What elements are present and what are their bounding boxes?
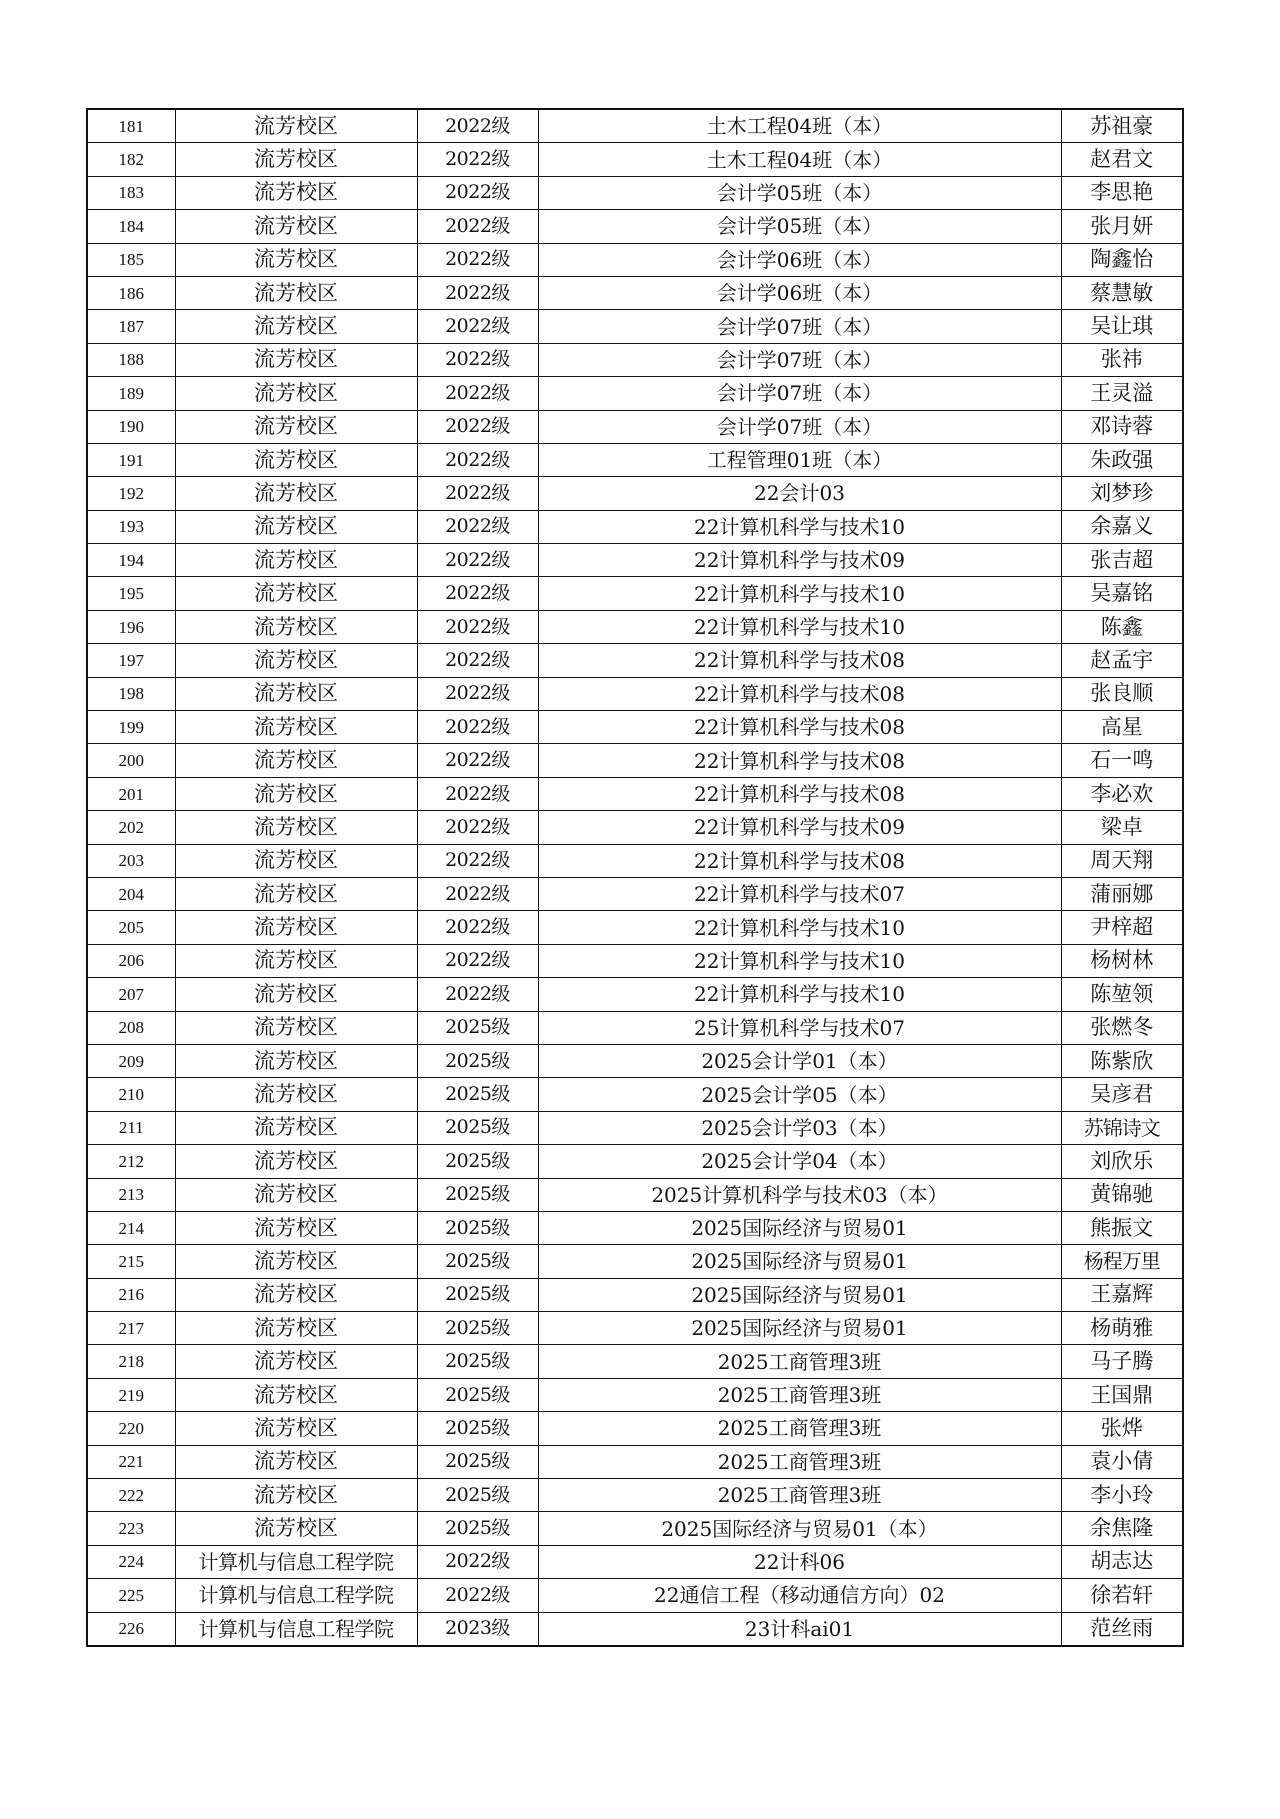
- grade-cell: 2022级: [417, 911, 538, 944]
- student-name-cell: 徐若轩: [1061, 1579, 1183, 1612]
- class-cell: 22通信工程（移动通信方向）02: [538, 1579, 1061, 1612]
- table-row: [87, 1512, 1183, 1545]
- class-cell: 2025工商管理3班: [538, 1445, 1061, 1478]
- roster-table-body: [87, 109, 1183, 1646]
- table-row: [87, 577, 1183, 610]
- table-row: [87, 410, 1183, 443]
- unit-cell: 流芳校区: [175, 1278, 417, 1311]
- row-number-cell: 213: [87, 1178, 175, 1211]
- grade-cell: 2022级: [417, 276, 538, 309]
- student-name-cell: 梁卓: [1061, 811, 1183, 844]
- table-row: [87, 377, 1183, 410]
- row-number-cell: 184: [87, 210, 175, 243]
- grade-cell: 2025级: [417, 1412, 538, 1445]
- row-number-cell: 201: [87, 777, 175, 810]
- unit-cell: 流芳校区: [175, 243, 417, 276]
- table-row: [87, 343, 1183, 376]
- class-cell: 25计算机科学与技术07: [538, 1011, 1061, 1044]
- unit-cell: 流芳校区: [175, 544, 417, 577]
- class-cell: 22计算机科学与技术10: [538, 510, 1061, 543]
- unit-cell: 流芳校区: [175, 1111, 417, 1144]
- unit-cell: 流芳校区: [175, 210, 417, 243]
- student-name-cell: 吴让琪: [1061, 310, 1183, 343]
- student-name-cell: 蒲丽娜: [1061, 877, 1183, 910]
- row-number-cell: 207: [87, 978, 175, 1011]
- grade-cell: 2025级: [417, 1044, 538, 1077]
- table-row: [87, 644, 1183, 677]
- unit-cell: 流芳校区: [175, 1245, 417, 1278]
- student-name-cell: 苏祖豪: [1061, 109, 1183, 143]
- class-cell: 22计算机科学与技术10: [538, 577, 1061, 610]
- grade-cell: 2022级: [417, 1579, 538, 1612]
- table-row: [87, 276, 1183, 309]
- table-row: [87, 1479, 1183, 1512]
- row-number-cell: 189: [87, 377, 175, 410]
- grade-cell: 2022级: [417, 944, 538, 977]
- student-name-cell: 张吉超: [1061, 544, 1183, 577]
- unit-cell: 计算机与信息工程学院: [175, 1545, 417, 1578]
- grade-cell: 2022级: [417, 510, 538, 543]
- table-row: [87, 510, 1183, 543]
- class-cell: 2025国际经济与贸易01: [538, 1211, 1061, 1244]
- grade-cell: 2025级: [417, 1211, 538, 1244]
- unit-cell: 流芳校区: [175, 477, 417, 510]
- table-row: [87, 677, 1183, 710]
- student-name-cell: 陶鑫怡: [1061, 243, 1183, 276]
- student-name-cell: 杨萌雅: [1061, 1312, 1183, 1345]
- table-row: [87, 1445, 1183, 1478]
- unit-cell: 流芳校区: [175, 410, 417, 443]
- student-name-cell: 杨程万里: [1061, 1245, 1183, 1278]
- grade-cell: 2025级: [417, 1512, 538, 1545]
- class-cell: 23计科ai01: [538, 1612, 1061, 1646]
- row-number-cell: 224: [87, 1545, 175, 1578]
- class-cell: 会计学06班（本）: [538, 243, 1061, 276]
- unit-cell: 流芳校区: [175, 978, 417, 1011]
- grade-cell: 2022级: [417, 677, 538, 710]
- table-row: [87, 811, 1183, 844]
- student-name-cell: 邓诗蓉: [1061, 410, 1183, 443]
- row-number-cell: 208: [87, 1011, 175, 1044]
- student-name-cell: 熊振文: [1061, 1211, 1183, 1244]
- unit-cell: 流芳校区: [175, 1011, 417, 1044]
- unit-cell: 流芳校区: [175, 310, 417, 343]
- class-cell: 22会计03: [538, 477, 1061, 510]
- table-row: [87, 143, 1183, 176]
- row-number-cell: 222: [87, 1479, 175, 1512]
- student-name-cell: 陈堃领: [1061, 978, 1183, 1011]
- table-row: [87, 777, 1183, 810]
- row-number-cell: 197: [87, 644, 175, 677]
- table-row: [87, 744, 1183, 777]
- student-name-cell: 吴彦君: [1061, 1078, 1183, 1111]
- unit-cell: 流芳校区: [175, 143, 417, 176]
- grade-cell: 2022级: [417, 610, 538, 643]
- row-number-cell: 188: [87, 343, 175, 376]
- row-number-cell: 206: [87, 944, 175, 977]
- row-number-cell: 186: [87, 276, 175, 309]
- row-number-cell: 203: [87, 844, 175, 877]
- unit-cell: 流芳校区: [175, 1479, 417, 1512]
- grade-cell: 2025级: [417, 1078, 538, 1111]
- unit-cell: 流芳校区: [175, 1312, 417, 1345]
- grade-cell: 2025级: [417, 1445, 538, 1478]
- unit-cell: 流芳校区: [175, 1412, 417, 1445]
- table-row: [87, 310, 1183, 343]
- class-cell: 22计算机科学与技术10: [538, 944, 1061, 977]
- grade-cell: 2025级: [417, 1245, 538, 1278]
- grade-cell: 2022级: [417, 210, 538, 243]
- table-row: [87, 1145, 1183, 1178]
- class-cell: 土木工程04班（本）: [538, 143, 1061, 176]
- row-number-cell: 183: [87, 176, 175, 209]
- row-number-cell: 185: [87, 243, 175, 276]
- row-number-cell: 190: [87, 410, 175, 443]
- unit-cell: 流芳校区: [175, 811, 417, 844]
- table-row: [87, 243, 1183, 276]
- grade-cell: 2022级: [417, 978, 538, 1011]
- student-name-cell: 王灵溢: [1061, 377, 1183, 410]
- row-number-cell: 187: [87, 310, 175, 343]
- table-row: [87, 1545, 1183, 1578]
- student-name-cell: 张月妍: [1061, 210, 1183, 243]
- row-number-cell: 210: [87, 1078, 175, 1111]
- grade-cell: 2022级: [417, 1545, 538, 1578]
- row-number-cell: 192: [87, 477, 175, 510]
- unit-cell: 流芳校区: [175, 677, 417, 710]
- unit-cell: 流芳校区: [175, 844, 417, 877]
- unit-cell: 流芳校区: [175, 1078, 417, 1111]
- class-cell: 会计学05班（本）: [538, 210, 1061, 243]
- grade-cell: 2025级: [417, 1278, 538, 1311]
- class-cell: 2025工商管理3班: [538, 1345, 1061, 1378]
- grade-cell: 2022级: [417, 544, 538, 577]
- student-name-cell: 杨树林: [1061, 944, 1183, 977]
- student-name-cell: 苏锦诗文: [1061, 1111, 1183, 1144]
- grade-cell: 2022级: [417, 777, 538, 810]
- class-cell: 22计算机科学与技术08: [538, 744, 1061, 777]
- student-name-cell: 张燃冬: [1061, 1011, 1183, 1044]
- student-name-cell: 李小玲: [1061, 1479, 1183, 1512]
- grade-cell: 2025级: [417, 1345, 538, 1378]
- grade-cell: 2022级: [417, 243, 538, 276]
- table-row: [87, 610, 1183, 643]
- student-name-cell: 周天翔: [1061, 844, 1183, 877]
- unit-cell: 流芳校区: [175, 744, 417, 777]
- row-number-cell: 202: [87, 811, 175, 844]
- student-name-cell: 刘欣乐: [1061, 1145, 1183, 1178]
- class-cell: 2025会计学03（本）: [538, 1111, 1061, 1144]
- row-number-cell: 216: [87, 1278, 175, 1311]
- class-cell: 会计学06班（本）: [538, 276, 1061, 309]
- row-number-cell: 199: [87, 711, 175, 744]
- class-cell: 22计算机科学与技术08: [538, 711, 1061, 744]
- student-name-cell: 吴嘉铭: [1061, 577, 1183, 610]
- row-number-cell: 191: [87, 443, 175, 476]
- class-cell: 2025国际经济与贸易01: [538, 1312, 1061, 1345]
- row-number-cell: 219: [87, 1378, 175, 1411]
- grade-cell: 2025级: [417, 1479, 538, 1512]
- row-number-cell: 205: [87, 911, 175, 944]
- table-row: [87, 1044, 1183, 1077]
- student-name-cell: 李思艳: [1061, 176, 1183, 209]
- class-cell: 22计算机科学与技术09: [538, 544, 1061, 577]
- student-name-cell: 余嘉义: [1061, 510, 1183, 543]
- table-row: [87, 844, 1183, 877]
- grade-cell: 2022级: [417, 644, 538, 677]
- unit-cell: 流芳校区: [175, 911, 417, 944]
- student-name-cell: 王嘉辉: [1061, 1278, 1183, 1311]
- unit-cell: 流芳校区: [175, 944, 417, 977]
- unit-cell: 流芳校区: [175, 644, 417, 677]
- table-row: [87, 1245, 1183, 1278]
- class-cell: 22计算机科学与技术10: [538, 978, 1061, 1011]
- row-number-cell: 218: [87, 1345, 175, 1378]
- unit-cell: 流芳校区: [175, 1345, 417, 1378]
- class-cell: 会计学07班（本）: [538, 377, 1061, 410]
- grade-cell: 2025级: [417, 1312, 538, 1345]
- unit-cell: 流芳校区: [175, 343, 417, 376]
- grade-cell: 2022级: [417, 811, 538, 844]
- student-name-cell: 高星: [1061, 711, 1183, 744]
- unit-cell: 流芳校区: [175, 1445, 417, 1478]
- student-name-cell: 袁小倩: [1061, 1445, 1183, 1478]
- unit-cell: 流芳校区: [175, 510, 417, 543]
- row-number-cell: 193: [87, 510, 175, 543]
- table-row: [87, 1345, 1183, 1378]
- row-number-cell: 211: [87, 1111, 175, 1144]
- class-cell: 22计算机科学与技术08: [538, 777, 1061, 810]
- unit-cell: 流芳校区: [175, 610, 417, 643]
- row-number-cell: 214: [87, 1211, 175, 1244]
- student-name-cell: 黄锦驰: [1061, 1178, 1183, 1211]
- class-cell: 22计算机科学与技术10: [538, 610, 1061, 643]
- table-row: [87, 443, 1183, 476]
- grade-cell: 2022级: [417, 477, 538, 510]
- class-cell: 2025国际经济与贸易01（本）: [538, 1512, 1061, 1545]
- student-name-cell: 尹梓超: [1061, 911, 1183, 944]
- class-cell: 土木工程04班（本）: [538, 109, 1061, 143]
- table-row: [87, 1278, 1183, 1311]
- unit-cell: 流芳校区: [175, 1145, 417, 1178]
- class-cell: 22计算机科学与技术09: [538, 811, 1061, 844]
- table-row: [87, 877, 1183, 910]
- unit-cell: 流芳校区: [175, 1512, 417, 1545]
- class-cell: 2025工商管理3班: [538, 1412, 1061, 1445]
- grade-cell: 2025级: [417, 1111, 538, 1144]
- table-row: [87, 176, 1183, 209]
- unit-cell: 流芳校区: [175, 711, 417, 744]
- class-cell: 22计算机科学与技术10: [538, 911, 1061, 944]
- row-number-cell: 226: [87, 1612, 175, 1646]
- unit-cell: 流芳校区: [175, 109, 417, 143]
- class-cell: 2025会计学05（本）: [538, 1078, 1061, 1111]
- table-row: [87, 1412, 1183, 1445]
- table-row: [87, 711, 1183, 744]
- student-name-cell: 李必欢: [1061, 777, 1183, 810]
- student-name-cell: 胡志达: [1061, 1545, 1183, 1578]
- unit-cell: 流芳校区: [175, 1378, 417, 1411]
- table-row: [87, 210, 1183, 243]
- grade-cell: 2022级: [417, 377, 538, 410]
- unit-cell: 计算机与信息工程学院: [175, 1612, 417, 1646]
- class-cell: 22计算机科学与技术08: [538, 844, 1061, 877]
- row-number-cell: 194: [87, 544, 175, 577]
- grade-cell: 2022级: [417, 744, 538, 777]
- unit-cell: 流芳校区: [175, 276, 417, 309]
- unit-cell: 流芳校区: [175, 443, 417, 476]
- table-row: [87, 477, 1183, 510]
- student-name-cell: 张祎: [1061, 343, 1183, 376]
- student-name-cell: 范丝雨: [1061, 1612, 1183, 1646]
- class-cell: 会计学07班（本）: [538, 410, 1061, 443]
- row-number-cell: 215: [87, 1245, 175, 1278]
- grade-cell: 2022级: [417, 143, 538, 176]
- grade-cell: 2022级: [417, 310, 538, 343]
- student-name-cell: 刘梦珍: [1061, 477, 1183, 510]
- unit-cell: 计算机与信息工程学院: [175, 1579, 417, 1612]
- grade-cell: 2022级: [417, 443, 538, 476]
- unit-cell: 流芳校区: [175, 1044, 417, 1077]
- grade-cell: 2025级: [417, 1178, 538, 1211]
- student-name-cell: 张良顺: [1061, 677, 1183, 710]
- grade-cell: 2023级: [417, 1612, 538, 1646]
- table-row: [87, 1579, 1183, 1612]
- grade-cell: 2022级: [417, 176, 538, 209]
- row-number-cell: 212: [87, 1145, 175, 1178]
- unit-cell: 流芳校区: [175, 877, 417, 910]
- grade-cell: 2022级: [417, 343, 538, 376]
- table-row: [87, 544, 1183, 577]
- class-cell: 会计学07班（本）: [538, 310, 1061, 343]
- row-number-cell: 198: [87, 677, 175, 710]
- row-number-cell: 181: [87, 109, 175, 143]
- table-row: [87, 1211, 1183, 1244]
- unit-cell: 流芳校区: [175, 777, 417, 810]
- row-number-cell: 204: [87, 877, 175, 910]
- class-cell: 会计学05班（本）: [538, 176, 1061, 209]
- table-row: [87, 1312, 1183, 1345]
- student-name-cell: 王国鼎: [1061, 1378, 1183, 1411]
- class-cell: 2025工商管理3班: [538, 1378, 1061, 1411]
- row-number-cell: 217: [87, 1312, 175, 1345]
- class-cell: 22计算机科学与技术07: [538, 877, 1061, 910]
- class-cell: 2025会计学04（本）: [538, 1145, 1061, 1178]
- student-name-cell: 余焦隆: [1061, 1512, 1183, 1545]
- student-name-cell: 张烨: [1061, 1412, 1183, 1445]
- student-name-cell: 蔡慧敏: [1061, 276, 1183, 309]
- table-row: [87, 1078, 1183, 1111]
- row-number-cell: 182: [87, 143, 175, 176]
- class-cell: 会计学07班（本）: [538, 343, 1061, 376]
- table-row: [87, 1011, 1183, 1044]
- class-cell: 2025国际经济与贸易01: [538, 1278, 1061, 1311]
- student-name-cell: 赵君文: [1061, 143, 1183, 176]
- grade-cell: 2022级: [417, 109, 538, 143]
- table-row: [87, 1178, 1183, 1211]
- unit-cell: 流芳校区: [175, 377, 417, 410]
- grade-cell: 2025级: [417, 1011, 538, 1044]
- roster-table: [86, 108, 1184, 1647]
- class-cell: 2025计算机科学与技术03（本）: [538, 1178, 1061, 1211]
- class-cell: 2025工商管理3班: [538, 1479, 1061, 1512]
- student-name-cell: 陈鑫: [1061, 610, 1183, 643]
- grade-cell: 2025级: [417, 1378, 538, 1411]
- table-row: [87, 1378, 1183, 1411]
- row-number-cell: 223: [87, 1512, 175, 1545]
- grade-cell: 2022级: [417, 711, 538, 744]
- unit-cell: 流芳校区: [175, 1211, 417, 1244]
- unit-cell: 流芳校区: [175, 577, 417, 610]
- grade-cell: 2022级: [417, 877, 538, 910]
- table-row: [87, 109, 1183, 143]
- unit-cell: 流芳校区: [175, 176, 417, 209]
- row-number-cell: 196: [87, 610, 175, 643]
- student-name-cell: 石一鸣: [1061, 744, 1183, 777]
- student-name-cell: 赵孟宇: [1061, 644, 1183, 677]
- row-number-cell: 200: [87, 744, 175, 777]
- grade-cell: 2022级: [417, 844, 538, 877]
- table-row: [87, 944, 1183, 977]
- row-number-cell: 225: [87, 1579, 175, 1612]
- class-cell: 工程管理01班（本）: [538, 443, 1061, 476]
- table-row: [87, 911, 1183, 944]
- row-number-cell: 209: [87, 1044, 175, 1077]
- row-number-cell: 195: [87, 577, 175, 610]
- unit-cell: 流芳校区: [175, 1178, 417, 1211]
- row-number-cell: 221: [87, 1445, 175, 1478]
- student-name-cell: 朱政强: [1061, 443, 1183, 476]
- student-name-cell: 马子腾: [1061, 1345, 1183, 1378]
- grade-cell: 2022级: [417, 410, 538, 443]
- class-cell: 2025会计学01（本）: [538, 1044, 1061, 1077]
- grade-cell: 2022级: [417, 577, 538, 610]
- class-cell: 22计科06: [538, 1545, 1061, 1578]
- row-number-cell: 220: [87, 1412, 175, 1445]
- table-row: [87, 1612, 1183, 1646]
- table-row: [87, 1111, 1183, 1144]
- grade-cell: 2025级: [417, 1145, 538, 1178]
- table-row: [87, 978, 1183, 1011]
- class-cell: 22计算机科学与技术08: [538, 644, 1061, 677]
- class-cell: 2025国际经济与贸易01: [538, 1245, 1061, 1278]
- class-cell: 22计算机科学与技术08: [538, 677, 1061, 710]
- student-name-cell: 陈紫欣: [1061, 1044, 1183, 1077]
